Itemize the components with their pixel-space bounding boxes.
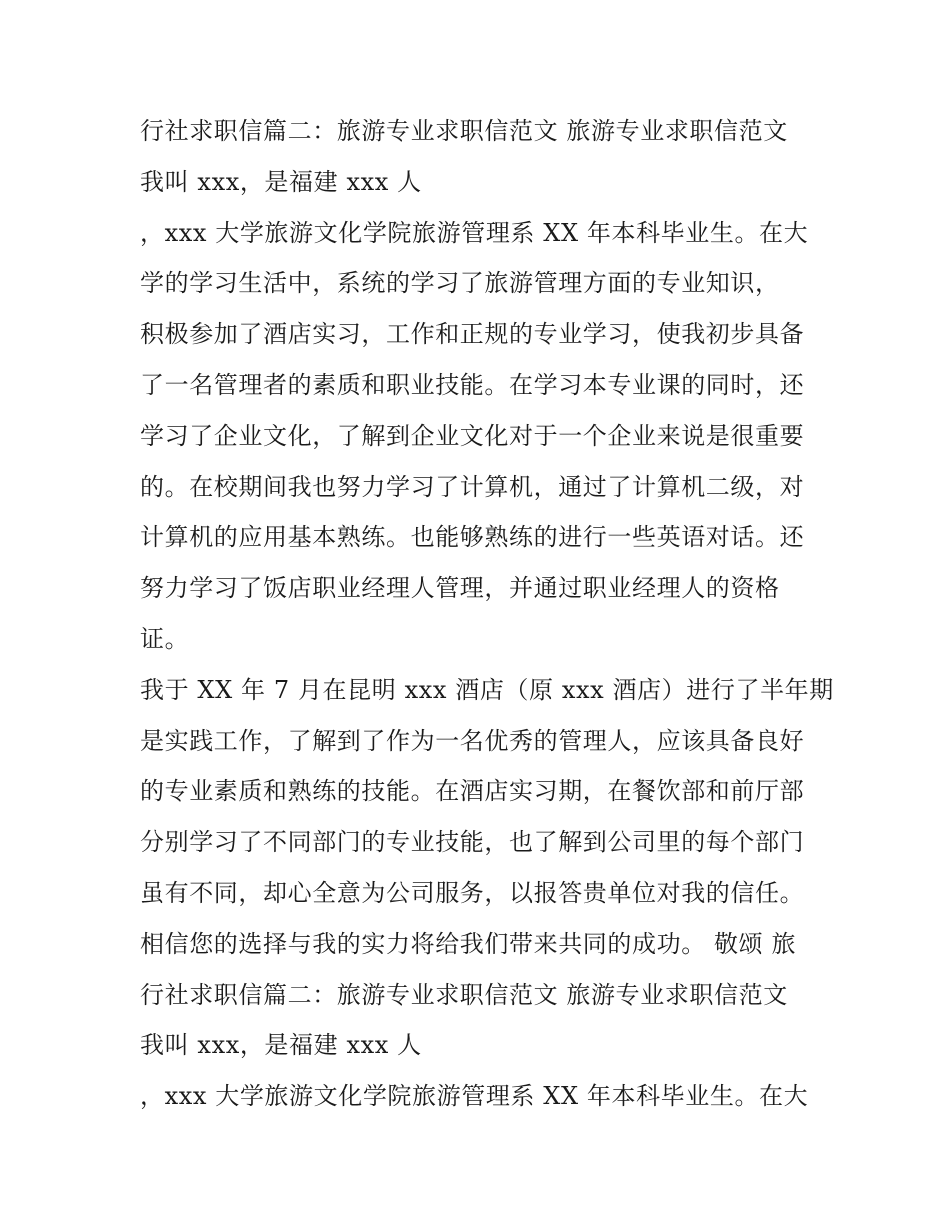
text-line: 我叫 xxx，是福建 xxx 人 (140, 1031, 422, 1060)
text-line: 虽有不同，却心全意为公司服务，以报答贵单位对我的信任。 (140, 878, 805, 907)
text-line: 积极参加了酒店实习，工作和正规的专业学习，使我初步具备 (140, 320, 805, 349)
text-line: 计算机的应用基本熟练。也能够熟练的进行一些英语对话。还 (140, 523, 805, 552)
text-line: 了一名管理者的素质和职业技能。在学习本专业课的同时，还 (140, 370, 805, 399)
text-line: 是实践工作，了解到了作为一名优秀的管理人，应该具备良好 (140, 726, 805, 755)
text-line: ，xxx 大学旅游文化学院旅游管理系 XX 年本科毕业生。在大 (140, 218, 809, 247)
text-line: 努力学习了饭店职业经理人管理，并通过职业经理人的资格 (140, 574, 780, 603)
text-line: 学的学习生活中，系统的学习了旅游管理方面的专业知识， (140, 269, 780, 298)
text-line: 行社求职信篇二：旅游专业求职信范文 旅游专业求职信范文 (140, 117, 788, 145)
body-text (140, 106, 834, 1122)
text-line: 相信您的选择与我的实力将给我们带来共同的成功。 敬颂 旅 (140, 929, 797, 958)
text-line: 我于 XX 年 7 月在昆明 xxx 酒店（原 xxx 酒店）进行了半年期 (140, 675, 834, 704)
text-line: ，xxx 大学旅游文化学院旅游管理系 XX 年本科毕业生。在大 (140, 1082, 809, 1111)
text-line: 学习了企业文化，了解到企业文化对于一个企业来说是很重要 (140, 421, 805, 450)
text-line: 的专业素质和熟练的技能。在酒店实习期，在餐饮部和前厅部 (140, 777, 805, 806)
text-line: 证。 (140, 624, 190, 653)
text-line: 行社求职信篇二：旅游专业求职信范文 旅游专业求职信范文 (140, 980, 788, 1009)
text-line: 分别学习了不同部门的专业技能，也了解到公司里的每个部门 (140, 828, 805, 857)
text-line: 我叫 xxx，是福建 xxx 人 (140, 167, 422, 196)
text-line: 的。在校期间我也努力学习了计算机，通过了计算机二级，对 (140, 472, 805, 501)
